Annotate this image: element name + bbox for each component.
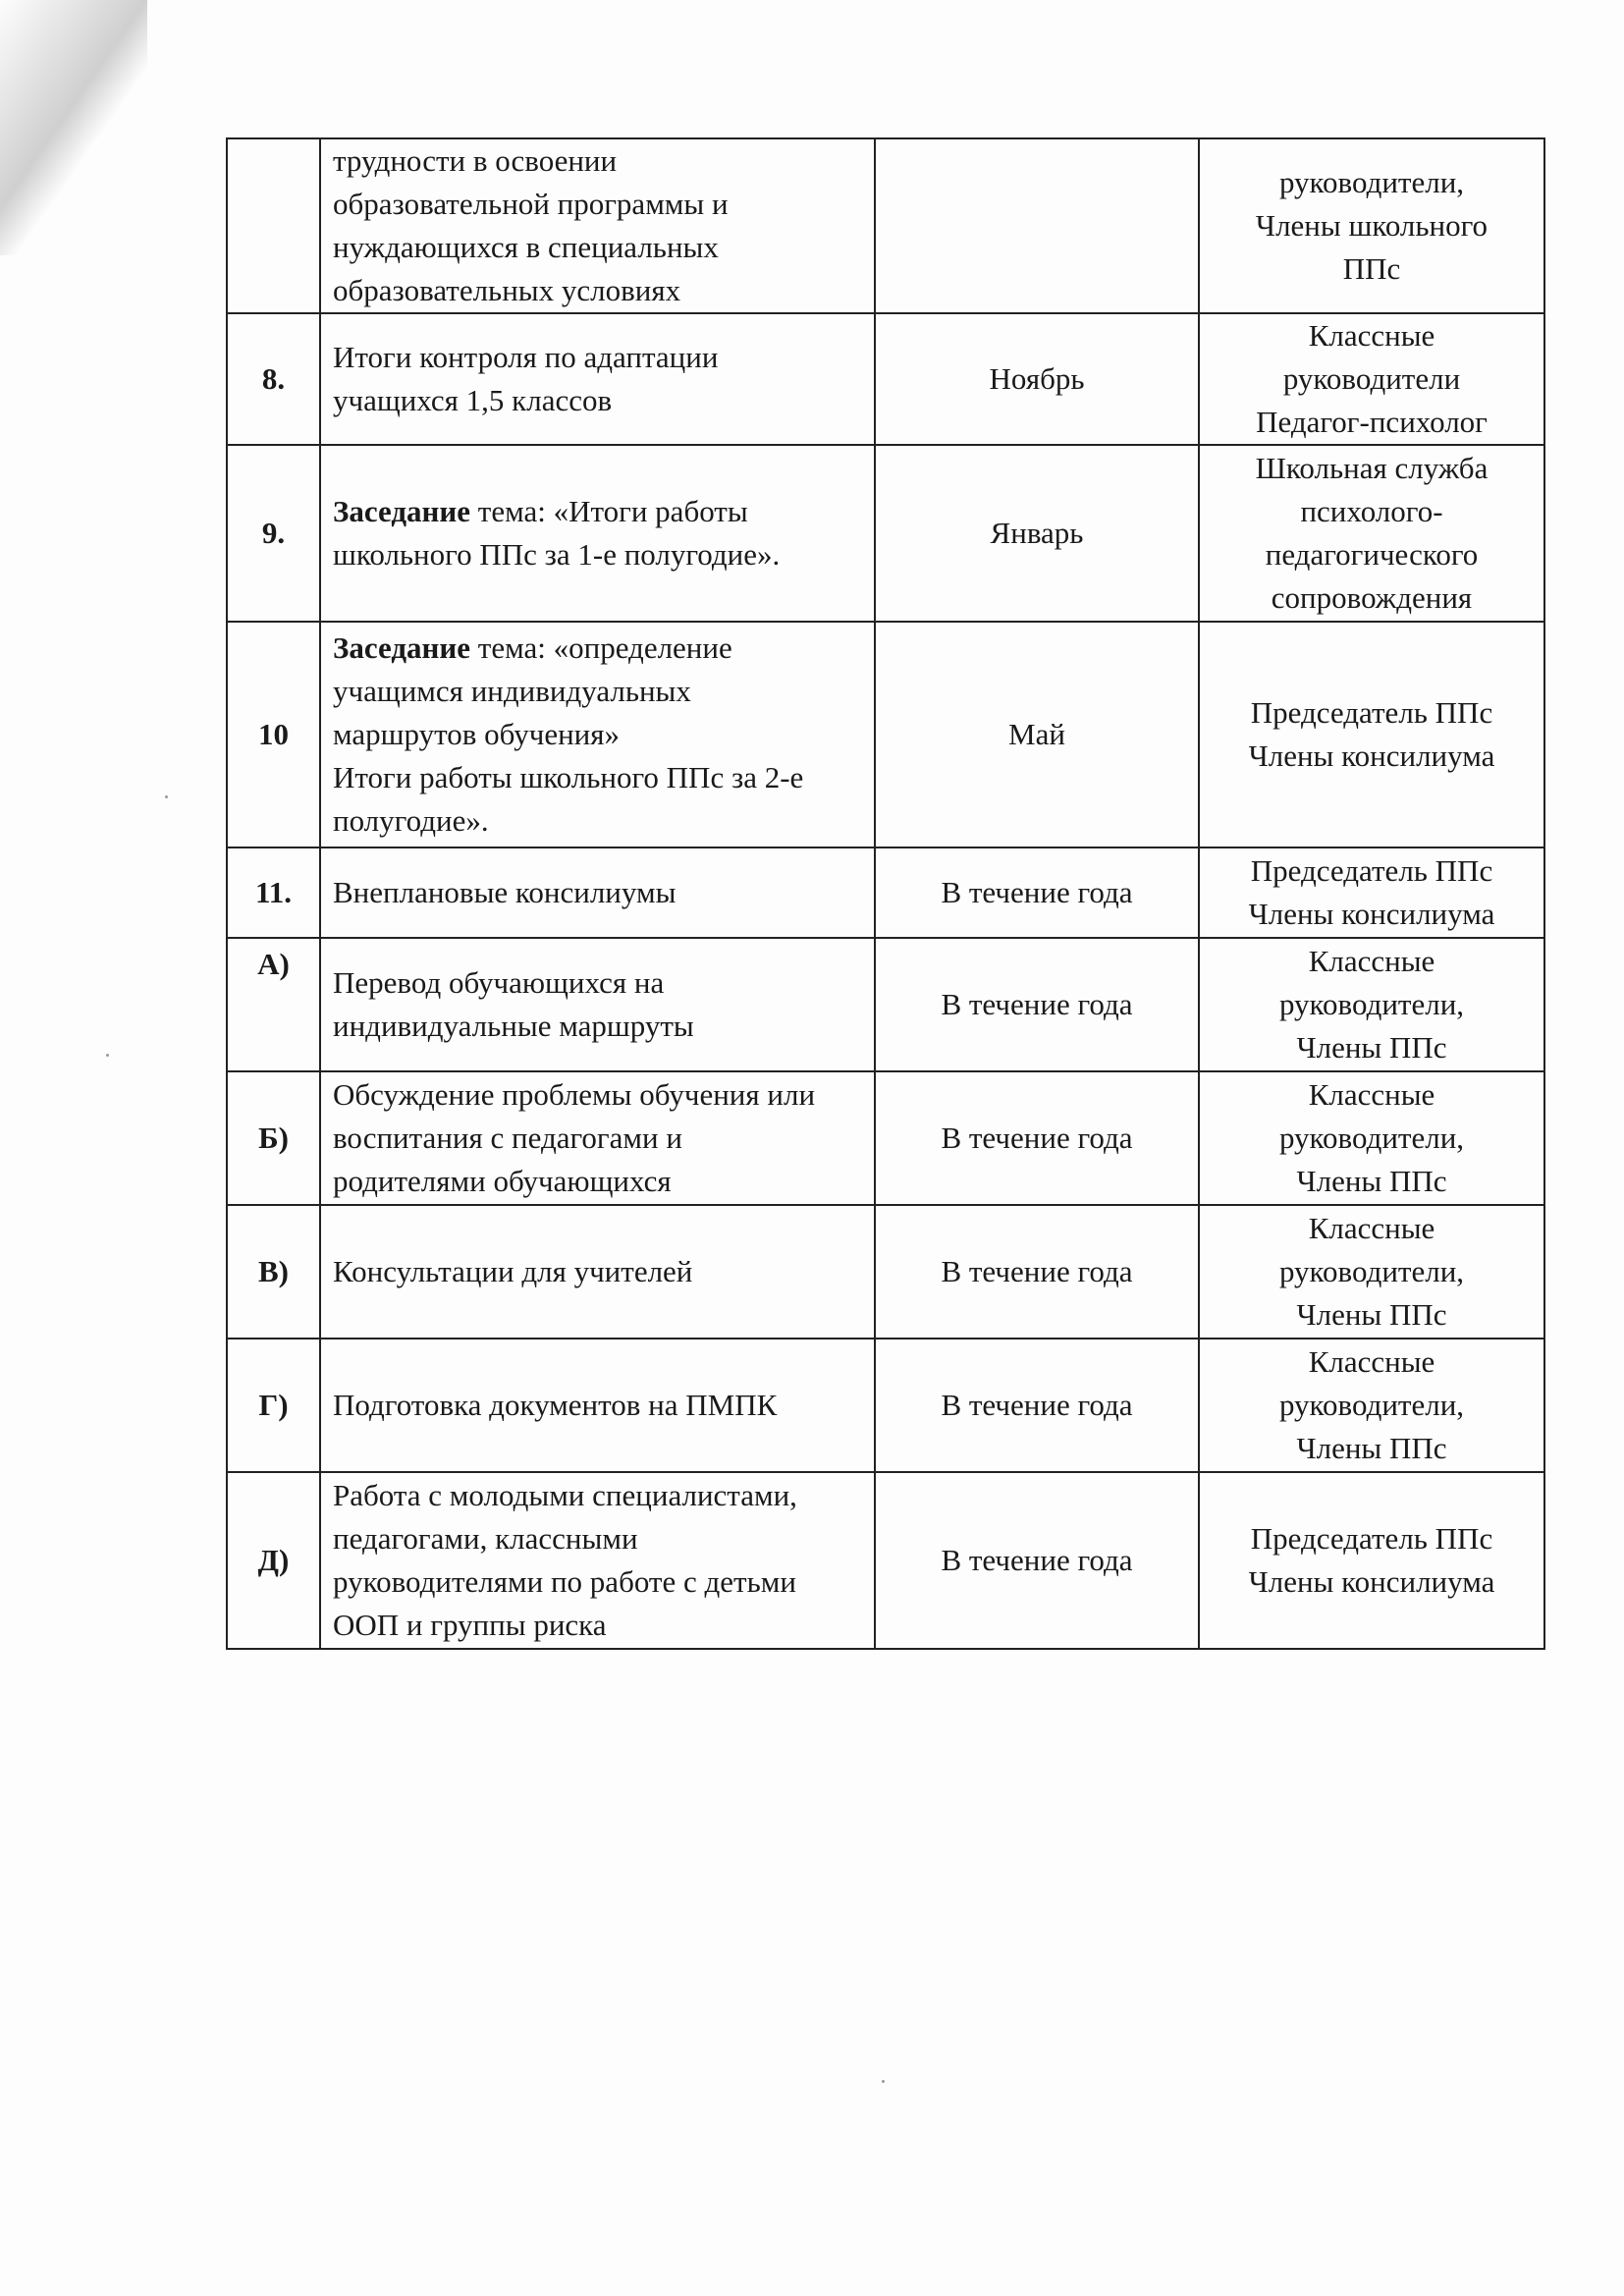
row-responsible	[1199, 313, 1544, 445]
task-line: Итоги контроля по адаптации	[333, 340, 719, 374]
task-line: Итоги работы школьного ППс за 2-е	[333, 760, 804, 794]
row-responsible	[1199, 847, 1544, 938]
responsible-line: Председатель ППс	[1250, 695, 1493, 730]
row-task	[320, 1205, 875, 1339]
responsible-line: ППс	[1342, 251, 1401, 286]
row-number: Г)	[227, 1339, 320, 1472]
meeting-label: Заседание	[333, 494, 471, 528]
table-row	[227, 622, 1544, 847]
table-row	[227, 1071, 1544, 1205]
plan-table-body	[227, 138, 1544, 1649]
responsible-line: руководители,	[1278, 987, 1465, 1021]
responsible-line: Члены консилиума	[1248, 1564, 1495, 1599]
responsible-line: руководители,	[1278, 1388, 1465, 1422]
task-line: индивидуальные маршруты	[333, 1009, 694, 1043]
table-row	[227, 1472, 1544, 1649]
scan-speck	[882, 2080, 885, 2083]
row-deadline: Январь	[875, 445, 1199, 622]
task-line: Внеплановые консилиумы	[333, 875, 677, 909]
row-deadline	[875, 138, 1199, 313]
meeting-label: Заседание	[333, 630, 471, 665]
row-deadline: В течение года	[875, 847, 1199, 938]
task-line: полугодие».	[333, 803, 489, 838]
task-line: трудности в освоении	[333, 143, 618, 178]
row-task	[320, 1071, 875, 1205]
responsible-line: Председатель ППс	[1250, 853, 1493, 888]
task-line: образовательной программы и	[333, 187, 729, 221]
responsible-line: Члены школьного	[1255, 208, 1489, 243]
task-line: школьного ППс за 1-е полугодие».	[333, 537, 781, 572]
row-deadline: Ноябрь	[875, 313, 1199, 445]
responsible-line: Председатель ППс	[1250, 1521, 1493, 1556]
table-row	[227, 847, 1544, 938]
responsible-line: руководители,	[1278, 1121, 1465, 1155]
task-line: Работа с молодыми специалистами,	[333, 1478, 797, 1512]
table-row	[227, 445, 1544, 622]
row-responsible	[1199, 1472, 1544, 1649]
task-line: воспитания с педагогами и	[333, 1121, 682, 1155]
task-line: Перевод обучающихся на	[333, 965, 665, 1000]
row-responsible	[1199, 938, 1544, 1071]
responsible-line: психолого-	[1300, 494, 1443, 528]
task-line: педагогами, классными	[333, 1521, 638, 1556]
task-line: нуждающихся в специальных	[333, 230, 719, 264]
row-task	[320, 313, 875, 445]
responsible-line: Классные	[1308, 1211, 1435, 1245]
row-responsible	[1199, 445, 1544, 622]
task-line	[333, 627, 862, 670]
responsible-line: руководители,	[1278, 1254, 1465, 1288]
row-deadline: В течение года	[875, 1205, 1199, 1339]
row-deadline: В течение года	[875, 1472, 1199, 1649]
table-row	[227, 138, 1544, 313]
row-number: 11.	[227, 847, 320, 938]
row-number: 9.	[227, 445, 320, 622]
task-line	[333, 490, 862, 533]
row-number: 10	[227, 622, 320, 847]
task-line: родителями обучающихся	[333, 1164, 672, 1198]
row-task	[320, 622, 875, 847]
row-responsible	[1199, 1205, 1544, 1339]
responsible-line: Члены ППс	[1296, 1164, 1447, 1198]
task-line: Консультации для учителей	[333, 1254, 693, 1288]
row-number	[227, 138, 320, 313]
task-line: Обсуждение проблемы обучения или	[333, 1077, 816, 1112]
row-task	[320, 938, 875, 1071]
task-line: учащихся 1,5 классов	[333, 383, 613, 417]
responsible-line: Педагог-психолог	[1256, 405, 1488, 439]
row-task	[320, 847, 875, 938]
responsible-line: Члены ППс	[1296, 1297, 1447, 1332]
task-line: маршрутов обучения»	[333, 717, 621, 751]
task-line: образовательных условиях	[333, 273, 681, 307]
responsible-line: Школьная служба	[1255, 451, 1489, 485]
task-line: Подготовка документов на ПМПК	[333, 1388, 778, 1422]
responsible-line: Члены консилиума	[1248, 738, 1495, 773]
responsible-line: Классные	[1308, 318, 1435, 353]
row-deadline: Май	[875, 622, 1199, 847]
responsible-line: Классные	[1308, 1344, 1435, 1379]
row-number: 8.	[227, 313, 320, 445]
responsible-line: Классные	[1308, 944, 1435, 978]
row-task	[320, 138, 875, 313]
responsible-line: Классные	[1308, 1077, 1435, 1112]
responsible-line: Члены консилиума	[1248, 897, 1495, 931]
task-line: ООП и группы риска	[333, 1608, 607, 1642]
task-line: учащимся индивидуальных	[333, 674, 691, 708]
row-responsible	[1199, 1071, 1544, 1205]
row-number: Д)	[227, 1472, 320, 1649]
responsible-line: Члены ППс	[1296, 1030, 1447, 1065]
row-task	[320, 445, 875, 622]
table-row	[227, 313, 1544, 445]
row-task	[320, 1339, 875, 1472]
row-deadline: В течение года	[875, 1339, 1199, 1472]
table-row	[227, 1205, 1544, 1339]
row-responsible	[1199, 138, 1544, 313]
row-responsible	[1199, 1339, 1544, 1472]
plan-table	[226, 137, 1545, 1650]
responsible-line: руководители,	[1278, 165, 1465, 199]
scan-speck	[106, 1054, 109, 1057]
scan-speck	[165, 795, 168, 798]
row-deadline: В течение года	[875, 938, 1199, 1071]
task-text: тема: «Итоги работы	[470, 494, 748, 528]
task-text: тема: «определение	[470, 630, 732, 665]
responsible-line: педагогического	[1265, 537, 1479, 572]
row-task	[320, 1472, 875, 1649]
row-number: Б)	[227, 1071, 320, 1205]
responsible-line: Члены ППс	[1296, 1431, 1447, 1465]
row-deadline: В течение года	[875, 1071, 1199, 1205]
scan-artifact	[0, 0, 147, 255]
row-responsible	[1199, 622, 1544, 847]
responsible-line: руководители	[1282, 361, 1461, 396]
table-row	[227, 938, 1544, 1071]
responsible-line: сопровождения	[1271, 580, 1473, 615]
table-row	[227, 1339, 1544, 1472]
row-number: А)	[227, 938, 320, 1071]
task-line: руководителями по работе с детьми	[333, 1564, 796, 1599]
row-number: В)	[227, 1205, 320, 1339]
